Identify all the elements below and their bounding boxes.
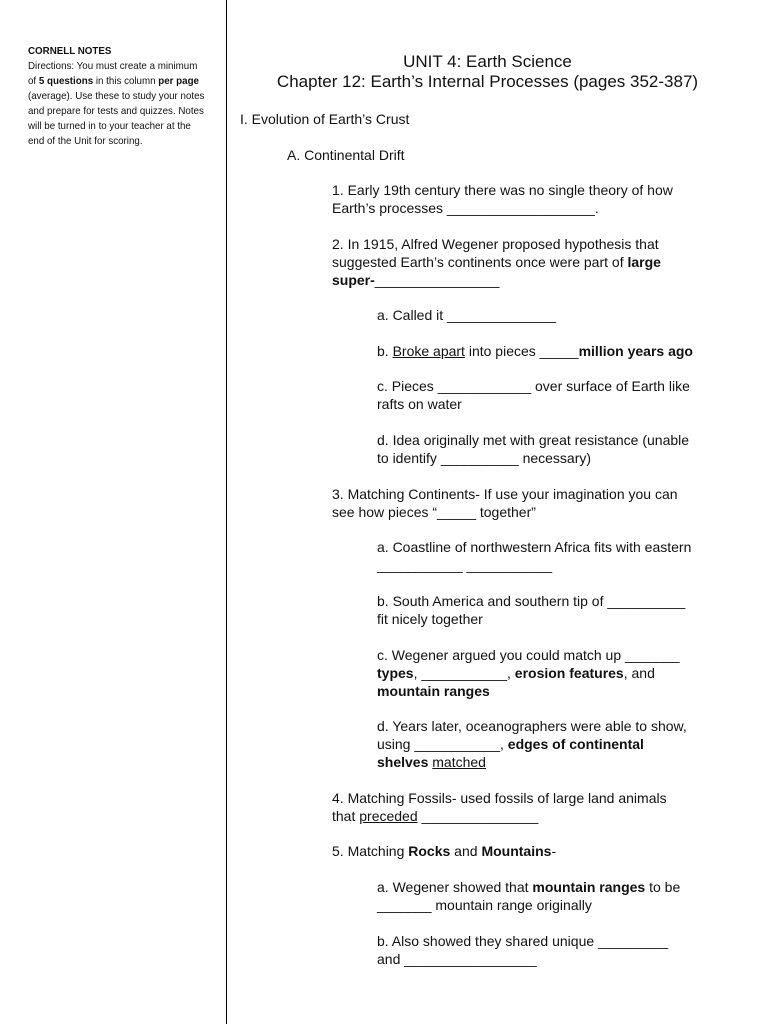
- note-line: 5. Matching Rocks and Mountains-: [332, 843, 557, 859]
- note-line: super-________________: [332, 272, 500, 288]
- directions-line: and prepare for tests and quizzes. Notes: [28, 105, 204, 117]
- directions-line: will be turned in to your teacher at the: [28, 120, 191, 132]
- note-line: 4. Matching Fossils- used fossils of large land animals: [332, 790, 667, 806]
- note-line: mountain ranges: [377, 683, 490, 699]
- section-heading: I. Evolution of Earth’s Crust: [240, 111, 410, 127]
- note-line: d. Idea originally met with great resistance (unable: [377, 432, 690, 448]
- note-line: a. Called it ______________: [377, 307, 557, 323]
- note-line: and _________________: [377, 951, 537, 967]
- note-line: rafts on water: [377, 396, 462, 412]
- directions-line: end of the Unit for scoring.: [28, 135, 143, 147]
- directions-line: Directions: You must create a minimum: [28, 60, 198, 72]
- note-line: 2. In 1915, Alfred Wegener proposed hypothesis that: [332, 236, 659, 252]
- note-line: _______ mountain range originally: [377, 897, 592, 913]
- note-line: ___________ ___________: [377, 557, 553, 573]
- cornell-notes-column: [28, 44, 208, 149]
- column-divider: [226, 0, 227, 1024]
- note-line: fit nicely together: [377, 611, 483, 627]
- note-line: c. Wegener argued you could match up _______: [377, 647, 680, 663]
- note-line: that preceded _______________: [332, 808, 539, 824]
- note-line: to identify __________ necessary): [377, 450, 592, 466]
- note-line: c. Pieces ____________ over surface of Earth like: [377, 378, 690, 394]
- note-line: using ___________, edges of continental: [377, 736, 644, 752]
- note-line: d. Years later, oceanographers were able to show,: [377, 718, 687, 734]
- cornell-notes-heading: CORNELL NOTES: [28, 45, 112, 57]
- note-line: Earth’s processes ___________________.: [332, 200, 599, 216]
- note-line: 1. Early 19th century there was no single theory of how: [332, 182, 673, 198]
- note-line: b. Also showed they shared unique _________: [377, 933, 669, 949]
- unit-title: UNIT 4: Earth Science: [403, 52, 572, 71]
- note-line: suggested Earth’s continents once were part of large: [332, 254, 661, 270]
- note-line: a. Coastline of northwestern Africa fits with eastern: [377, 539, 692, 555]
- note-line: shelves matched: [377, 754, 486, 770]
- directions-line: of 5 questions in this column per page: [28, 75, 199, 87]
- note-line: b. Broke apart into pieces _____million years ago: [377, 343, 693, 359]
- page-title: [240, 52, 735, 92]
- chapter-title: Chapter 12: Earth’s Internal Processes (pages 352-387): [276, 72, 699, 91]
- note-line: see how pieces “_____ together”: [332, 504, 536, 520]
- note-line: types, ___________, erosion features, and: [377, 665, 655, 681]
- note-line: 3. Matching Continents- If use your imagination you can: [332, 486, 678, 502]
- directions-line: (average). Use these to study your notes: [28, 90, 205, 102]
- note-line: b. South America and southern tip of __________: [377, 593, 686, 609]
- note-line: a. Wegener showed that mountain ranges to be: [377, 879, 681, 895]
- subsection-heading: A. Continental Drift: [287, 147, 405, 163]
